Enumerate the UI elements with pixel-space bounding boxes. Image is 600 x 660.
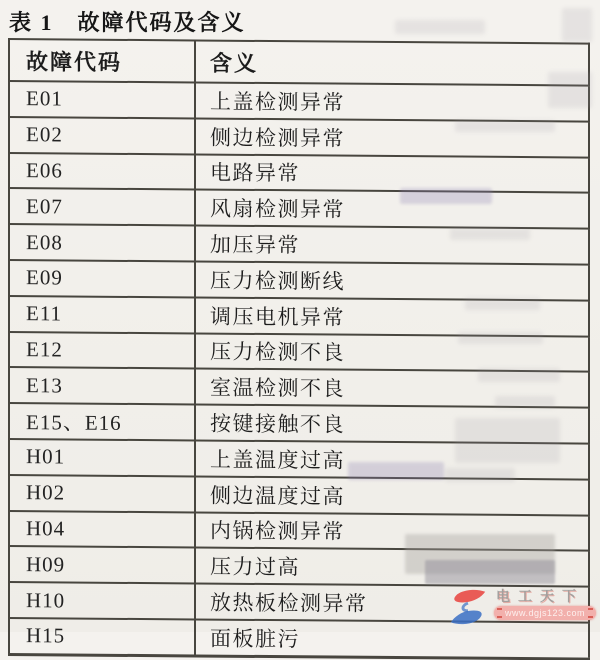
column-header-fault-code: 故障代码	[9, 39, 195, 82]
fault-code-table-wrap	[8, 38, 590, 660]
fault-code-cell: E11	[9, 296, 195, 333]
fault-code-cell: H10	[9, 582, 195, 619]
fault-code-cell: E07	[9, 188, 195, 225]
watermark-brand-text: 电工天下	[496, 588, 584, 604]
meaning-cell: 面板脏污	[195, 619, 589, 658]
watermark-dash-right	[588, 608, 593, 618]
watermark-dash-left	[497, 608, 502, 618]
scan-artifact	[395, 20, 485, 34]
fault-code-cell: E12	[9, 332, 195, 369]
meaning-cell: 上盖检测异常	[195, 82, 589, 121]
table-row	[9, 296, 589, 336]
fault-code-cell: H02	[9, 475, 195, 512]
fault-code-cell: E15、E16	[9, 403, 195, 440]
meaning-cell: 加压异常	[195, 226, 589, 265]
fault-code-cell: E06	[9, 153, 195, 190]
page-title: 表 1 故障代码及含义	[9, 10, 246, 35]
column-header-meaning: 含义	[195, 40, 589, 85]
meaning-cell: 侧边检测异常	[195, 118, 589, 157]
fault-code-cell: E01	[9, 81, 195, 118]
fault-code-cell: E08	[9, 224, 195, 261]
table-row	[9, 475, 589, 515]
table-row	[9, 367, 589, 407]
meaning-cell: 风扇检测异常	[195, 190, 589, 229]
table-row	[9, 153, 589, 193]
table-row	[9, 332, 589, 372]
dgjs-swirl-logo-icon	[446, 586, 490, 628]
fault-code-cell: E02	[9, 117, 195, 154]
table-row	[9, 188, 589, 228]
table-row	[9, 546, 589, 586]
table-row	[9, 81, 589, 121]
meaning-cell: 按键接触不良	[195, 405, 589, 444]
fault-code-cell: E09	[9, 260, 195, 297]
meaning-cell: 放热板检测异常	[195, 584, 589, 623]
table-row	[9, 117, 589, 157]
fault-code-table	[8, 38, 590, 660]
fault-code-cell: H04	[9, 511, 195, 548]
table-row	[9, 403, 589, 443]
scan-artifact	[562, 8, 592, 42]
fault-code-cell: H09	[9, 546, 195, 583]
table-row	[9, 439, 589, 479]
watermark-url-text: www.dgjs123.com	[504, 608, 586, 618]
meaning-cell: 上盖温度过高	[195, 440, 589, 479]
table-row	[9, 260, 589, 300]
meaning-cell: 压力过高	[195, 548, 589, 587]
fault-code-cell: H15	[9, 618, 195, 656]
watermark-url-bar	[494, 606, 596, 620]
table-row	[9, 511, 589, 551]
meaning-cell: 压力检测不良	[195, 333, 589, 372]
meaning-cell: 内锅检测异常	[195, 512, 589, 551]
meaning-cell: 侧边温度过高	[195, 476, 589, 515]
fault-code-cell: E13	[9, 367, 195, 404]
table-row	[9, 224, 589, 264]
meaning-cell: 室温检测不良	[195, 369, 589, 408]
watermark	[446, 584, 598, 630]
fault-code-cell: H01	[9, 439, 195, 476]
meaning-cell: 压力检测断线	[195, 261, 589, 300]
table-header-row	[9, 39, 589, 86]
meaning-cell: 调压电机异常	[195, 297, 589, 336]
meaning-cell: 电路异常	[195, 154, 589, 193]
